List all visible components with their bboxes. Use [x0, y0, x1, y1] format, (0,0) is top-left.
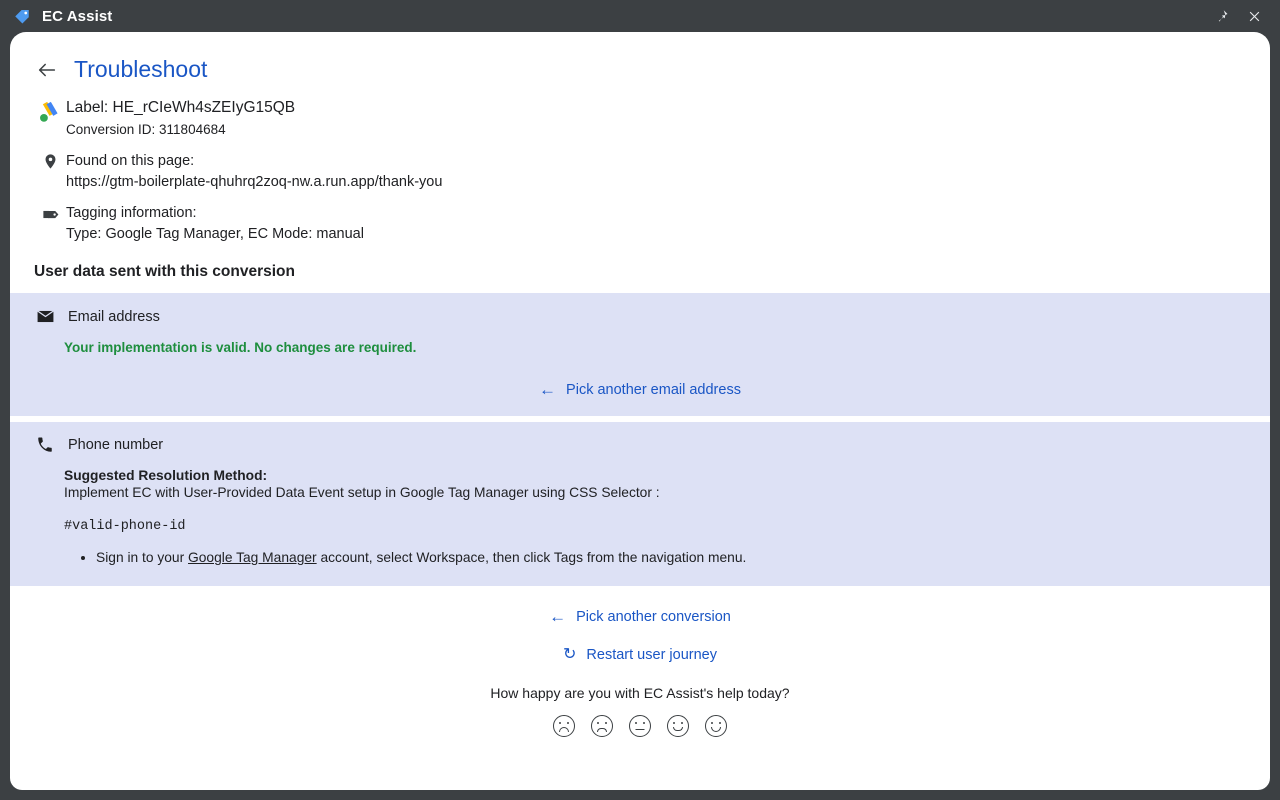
refresh-icon: ↻: [563, 646, 577, 663]
very-unhappy-face[interactable]: [553, 715, 575, 737]
resolution-text: Implement EC with User-Provided Data Event setup in Google Tag Manager using CSS Selector :: [64, 485, 660, 500]
footer-actions: [10, 586, 1270, 737]
conversion-id: Conversion ID: 311804684: [66, 122, 226, 137]
css-selector-code: #valid-phone-id: [64, 519, 186, 534]
restart-user-journey-label: Restart user journey: [586, 647, 717, 663]
window-titlebar: [0, 0, 1280, 32]
user-data-section-title: User data sent with this conversion: [34, 263, 295, 280]
location-pin-icon: [34, 151, 66, 170]
tagging-label: Tagging information:: [66, 205, 197, 221]
app-title: EC Assist: [42, 7, 113, 25]
very-happy-face[interactable]: [705, 715, 727, 737]
google-ads-icon: [34, 97, 66, 125]
tagging-info-row: [34, 203, 1246, 245]
pick-another-conversion-link[interactable]: [10, 608, 1270, 625]
envelope-icon: [34, 307, 56, 326]
neutral-face[interactable]: [629, 715, 651, 737]
step-suffix: account, select Workspace, then click Tags from the navigation menu.: [316, 550, 747, 565]
conversion-label-row: [34, 97, 1246, 141]
happiness-question: How happy are you with EC Assist's help today?: [490, 685, 790, 701]
happy-face[interactable]: [667, 715, 689, 737]
email-panel-header: [34, 307, 1246, 326]
page-title: Troubleshoot: [74, 56, 208, 82]
pick-another-email-link[interactable]: [34, 381, 1246, 398]
pick-another-email-label: Pick another email address: [566, 381, 741, 398]
happiness-rating: [10, 715, 1270, 737]
step-prefix: Sign in to your: [96, 550, 189, 565]
email-status-message: Your implementation is valid. No changes are required.: [64, 340, 417, 355]
conversion-label: Label: HE_rCIeWh4sZEIyG15QB: [66, 99, 296, 116]
resolution-title: Suggested Resolution Method:: [64, 468, 268, 483]
resolution-steps: [34, 548, 1246, 568]
main-card: [10, 32, 1270, 790]
list-item: [96, 548, 1246, 568]
gtm-link[interactable]: Google Tag Manager: [188, 550, 317, 565]
email-panel: [10, 293, 1270, 416]
restart-user-journey-link[interactable]: [10, 647, 1270, 663]
unhappy-face[interactable]: [591, 715, 613, 737]
found-on-page-label: Found on this page:: [66, 153, 195, 169]
close-icon[interactable]: [1240, 2, 1268, 30]
left-arrow-icon: ←: [539, 380, 557, 399]
left-arrow-icon: ←: [549, 607, 567, 626]
found-on-page-url: https://gtm-boilerplate-qhuhrq2zoq-nw.a.run.app/thank-you: [66, 174, 443, 190]
phone-icon: [34, 436, 56, 454]
conversion-info: [10, 93, 1270, 245]
email-panel-title: Email address: [68, 308, 160, 325]
back-arrow-icon[interactable]: [34, 57, 60, 83]
phone-panel: [10, 422, 1270, 586]
page-header: [10, 32, 1270, 93]
found-on-page-row: [34, 151, 1246, 193]
tag-icon: [12, 6, 32, 26]
tag-label-icon: [34, 203, 66, 224]
tagging-value: Type: Google Tag Manager, EC Mode: manual: [66, 226, 364, 242]
phone-panel-header: [34, 436, 1246, 454]
pin-icon[interactable]: [1208, 2, 1236, 30]
pick-another-conversion-label: Pick another conversion: [576, 608, 731, 625]
phone-panel-title: Phone number: [68, 437, 164, 453]
